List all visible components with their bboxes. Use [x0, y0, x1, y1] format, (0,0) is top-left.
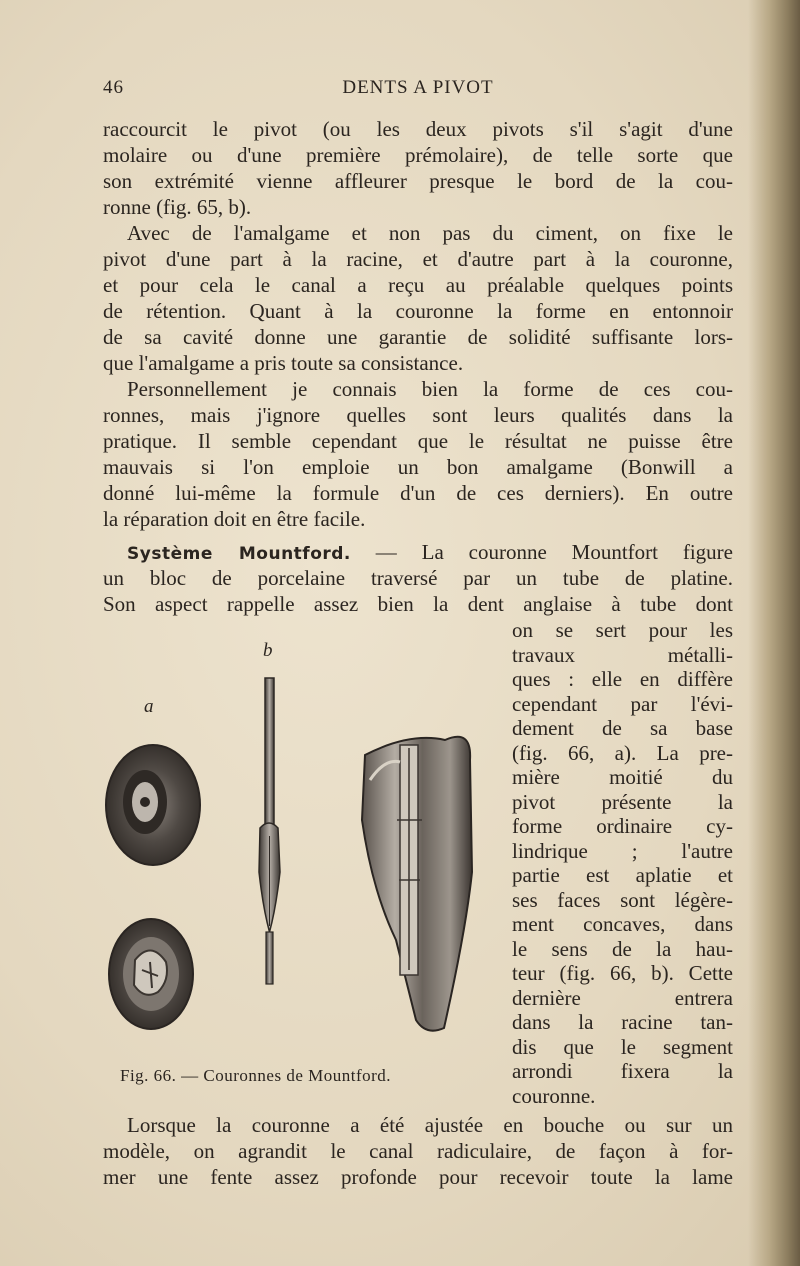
side-text-line: couronne.: [512, 1083, 596, 1108]
text-line: de sa cavité donne une garantie de solidité suffisante lors-: [103, 325, 733, 349]
side-text-line: arrondi fixera la: [512, 1059, 733, 1083]
figure-66: [100, 640, 500, 1080]
text-line: Personnellement je connais bien la forme de ces cou-: [127, 377, 733, 401]
page-number: 46: [103, 77, 124, 98]
text-line: que l'amalgame a pris toute sa consistance.: [103, 351, 464, 375]
text-line: ronnes, mais j'ignore quelles sont leurs qualités dans la: [103, 403, 733, 427]
side-text-line: forme ordinaire cy-: [512, 814, 733, 838]
text-line: la réparation doit en être facile.: [103, 507, 366, 531]
side-text-line: ques : elle en diffère: [512, 667, 733, 691]
text-line: Avec de l'amalgame et non pas du ciment, on fixe le: [127, 221, 733, 245]
running-title: DENTS A PIVOT: [342, 77, 494, 98]
text-span: — La couronne Mountfort figure: [350, 540, 733, 564]
text-line: un bloc de porcelaine traversé par un tube de platine.: [103, 566, 733, 590]
book-edge-shadow: [748, 0, 800, 1266]
text-line: donné lui-même la formule d'un de ces derniers). En outre: [103, 481, 733, 505]
text-line: de rétention. Quant à la couronne la forme en entonnoir: [103, 299, 733, 323]
text-line: modèle, on agrandit le canal radiculaire, de façon à for-: [103, 1139, 733, 1163]
side-text-line: on se sert pour les: [512, 618, 733, 642]
text-line: mauvais si l'on emploie un bon amalgame (Bonwill a: [103, 455, 733, 479]
side-text-line: pivot présente la: [512, 789, 733, 814]
crown-base-view-lower: [109, 919, 193, 1029]
side-text-line: le sens de la hau-: [512, 936, 733, 961]
side-text-line: ment concaves, dans: [512, 912, 733, 936]
side-text-line: ses faces sont légère-: [512, 887, 733, 912]
page-header: [103, 77, 733, 103]
text-line: et pour cela le canal a reçu au préalable quelques points: [103, 273, 733, 297]
side-text-line: dement de sa base: [512, 716, 733, 740]
crown-base-view-upper: [106, 745, 200, 865]
crown-section: [362, 737, 472, 1031]
text-line: raccourcit le pivot (ou les deux pivots s'il s'agit d'une: [103, 117, 733, 141]
text-line: mer une fente assez profonde pour recevoir toute la lame: [103, 1165, 733, 1189]
side-text-line: (fig. 66, a). La pre-: [512, 740, 733, 765]
side-text-line: dis que le segment: [512, 1034, 733, 1059]
text-line: pivot d'une part à la racine, et d'autre part à la couronne,: [103, 247, 733, 271]
mountford-crowns-engraving: [100, 640, 500, 1060]
figure-label-b: b: [263, 640, 273, 661]
side-text-line: partie est aplatie et: [512, 863, 733, 887]
side-text-line: travaux métalli-: [512, 642, 733, 667]
text-line: ronne (fig. 65, b).: [103, 195, 252, 219]
text-line: Lorsque la couronne a été ajustée en bouche ou sur un: [127, 1113, 733, 1137]
side-text-line: mière moitié du: [512, 765, 733, 789]
text-line: pratique. Il semble cependant que le résultat ne puisse être: [103, 429, 733, 453]
side-text-line: dans la racine tan-: [512, 1010, 733, 1034]
side-text-line: teur (fig. 66, b). Cette: [512, 961, 733, 985]
side-text-line: cependant par l'évi-: [512, 691, 733, 716]
text-line: son extrémité vienne affleurer presque le bord de la cou-: [103, 169, 733, 193]
section-first-line: [103, 540, 733, 565]
figure-label-a: a: [144, 696, 154, 717]
side-text-line: dernière entrera: [512, 985, 733, 1010]
side-text-line: lindrique ; l'autre: [512, 838, 733, 863]
run-in-heading: Système Mountford.: [127, 544, 351, 564]
pivot-pin: [259, 678, 280, 984]
text-line: molaire ou d'une première prémolaire), de telle sorte que: [103, 143, 733, 167]
text-line: Son aspect rappelle assez bien la dent anglaise à tube dont: [103, 592, 733, 616]
figure-caption: Fig. 66. — Couronnes de Mountford.: [120, 1066, 392, 1085]
